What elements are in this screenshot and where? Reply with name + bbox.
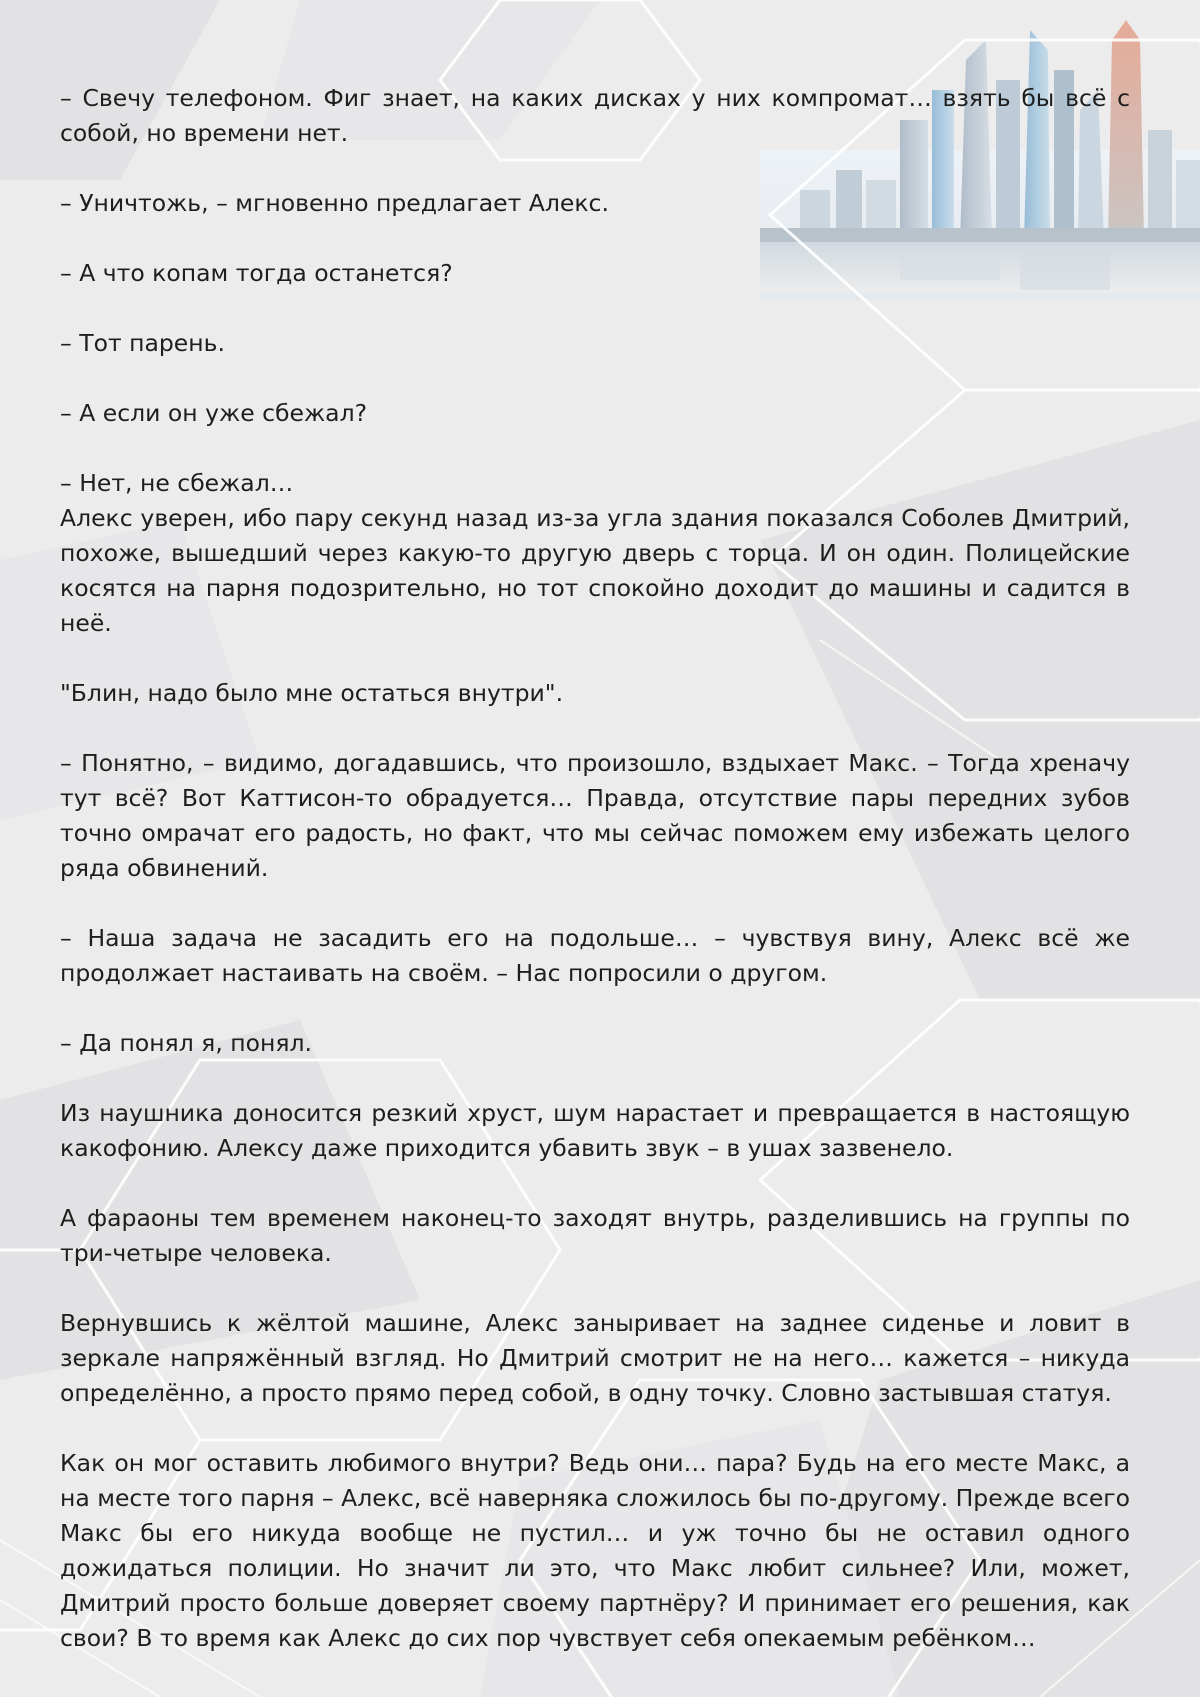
paragraph-1: – Свечу телефоном. Фиг знает, на каких дисках у них компромат… взять бы всё с собой, но времени нет.	[60, 84, 1130, 147]
paragraph-2: – Уничтожь, – мгновенно предлагает Алекс.	[60, 189, 609, 217]
paragraph-8: "Блин, надо было мне остаться внутри".	[60, 679, 564, 707]
paragraph-14: Вернувшись к жёлтой машине, Алекс заныривает на заднее сиденье и ловит в зеркале напряжённый взгляд. Но Дмитрий смотрит не на него… кажется – никуда определённо, а просто прямо перед собой, в одну точку. Словно застывшая статуя.	[60, 1309, 1130, 1407]
paragraph-7: Алекс уверен, ибо пару секунд назад из-за угла здания показался Соболев Дмитрий, похоже, вышедший через какую-то другую дверь с торца. И он один. Полицейские косятся на парня подозрительно, но тот спокойно доходит до машины и садится в неё.	[60, 504, 1130, 637]
document-body	[60, 81, 1130, 1656]
paragraph-10: – Наша задача не засадить его на подольше… – чувствуя вину, Алекс всё же продолжает настаивать на своём. – Нас попросили о другом.	[60, 924, 1130, 987]
paragraph-12: Из наушника доносится резкий хруст, шум нарастает и превращается в настоящую какофонию. Алексу даже приходится убавить звук – в ушах зазвенело.	[60, 1099, 1130, 1162]
paragraph-3: – А что копам тогда останется?	[60, 259, 453, 287]
paragraph-6: – Нет, не сбежал…	[60, 469, 294, 497]
paragraph-15: Как он мог оставить любимого внутри? Ведь они… пара? Будь на его месте Макс, а на месте того парня – Алекс, всё наверняка сложилось бы по-другому. Прежде всего Макс бы его никуда вообще не пустил… и уж точно бы не оставил одного дожидаться полиции. Но значит ли это, что Макс любит сильнее? Или, может, Дмитрий просто больше доверяет своему партнёру? И принимает его решения, как свои? В то время как Алекс до сих пор чувствует себя опекаемым ребёнком…	[60, 1449, 1130, 1652]
paragraph-5: – А если он уже сбежал?	[60, 399, 368, 427]
paragraph-11: – Да понял я, понял.	[60, 1029, 312, 1057]
paragraph-13: А фараоны тем временем наконец-то заходят внутрь, разделившись на группы по три-четыре человека.	[60, 1204, 1130, 1267]
paragraph-4: – Тот парень.	[60, 329, 225, 357]
paragraph-9: – Понятно, – видимо, догадавшись, что произошло, вздыхает Макс. – Тогда хреначу тут всё? Вот Каттисон-то обрадуется… Правда, отсутствие пары передних зубов точно омрачат его радость, но факт, что мы сейчас поможем ему избежать целого ряда обвинений.	[60, 749, 1130, 882]
